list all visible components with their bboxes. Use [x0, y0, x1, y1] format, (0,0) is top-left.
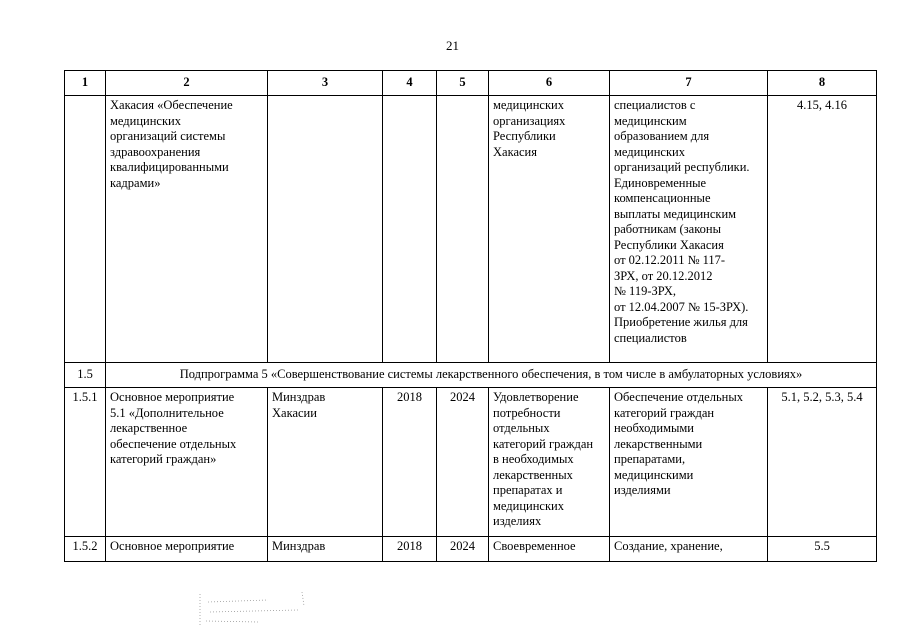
header-cell-6: 6: [489, 71, 610, 96]
start-year-cell: 2018: [383, 388, 437, 537]
executor-cell: [268, 96, 383, 363]
table-row: [65, 537, 877, 562]
header-cell-7: 7: [610, 71, 768, 96]
main-directions-cell: Обеспечение отдельных категорий граждан необходимыми лекарственными препаратами, медицинскими изделиями: [610, 388, 768, 537]
event-name-cell: Основное мероприятие: [106, 537, 268, 562]
executor-cell: Минздрав: [268, 537, 383, 562]
subprogram-row: [65, 363, 877, 388]
subprogram-title: Подпрограмма 5 «Совершенствование системы лекарственного обеспечения, в том числе в амбулаторных условиях»: [106, 363, 877, 388]
header-cell-4: 4: [383, 71, 437, 96]
header-row: [65, 71, 877, 96]
row-number-cell: 1.5.2: [65, 537, 106, 562]
main-directions-cell: Создание, хранение,: [610, 537, 768, 562]
page-number: 21: [446, 38, 459, 53]
start-year-cell: 2018: [383, 537, 437, 562]
indicator-link-cell: 5.1, 5.2, 5.3, 5.4: [768, 388, 877, 537]
end-year-cell: 2024: [437, 537, 489, 562]
main-directions-cell: специалистов с медицинским образованием для медицинских организаций республики. Единовременные компенсационные выплаты медицинским работникам (законы Республики Хакасия от 02.12.2011 № 117- ЗРХ, от 20.12.2012 № 119-ЗРХ, от 12.04.2007 № 15-ЗРХ). Приобретение жилья для специалистов: [610, 96, 768, 363]
program-table: [64, 70, 877, 562]
expected-result-cell: Своевременное: [489, 537, 610, 562]
table-row: [65, 388, 877, 537]
header-cell-2: 2: [106, 71, 268, 96]
indicator-link-cell: 4.15, 4.16: [768, 96, 877, 363]
end-year-cell: [437, 96, 489, 363]
header-cell-5: 5: [437, 71, 489, 96]
event-name-cell: Основное мероприятие 5.1 «Дополнительное лекарственное обеспечение отдельных категорий граждан»: [106, 388, 268, 537]
end-year-cell: 2024: [437, 388, 489, 537]
expected-result-cell: Удовлетворение потребности отдельных категорий граждан в необходимых лекарственных препаратах и медицинских изделиях: [489, 388, 610, 537]
subprogram-number: 1.5: [65, 363, 106, 388]
event-name-cell: Хакасия «Обеспечение медицинских организаций системы здравоохранения квалифицированными кадрами»: [106, 96, 268, 363]
start-year-cell: [383, 96, 437, 363]
row-number-cell: [65, 96, 106, 363]
header-cell-1: 1: [65, 71, 106, 96]
row-number-cell: 1.5.1: [65, 388, 106, 537]
header-cell-8: 8: [768, 71, 877, 96]
scan-artifact: [198, 588, 316, 630]
expected-result-cell: медицинских организациях Республики Хакасия: [489, 96, 610, 363]
indicator-link-cell: 5.5: [768, 537, 877, 562]
header-cell-3: 3: [268, 71, 383, 96]
executor-cell: Минздрав Хакасии: [268, 388, 383, 537]
table-row: [65, 96, 877, 363]
